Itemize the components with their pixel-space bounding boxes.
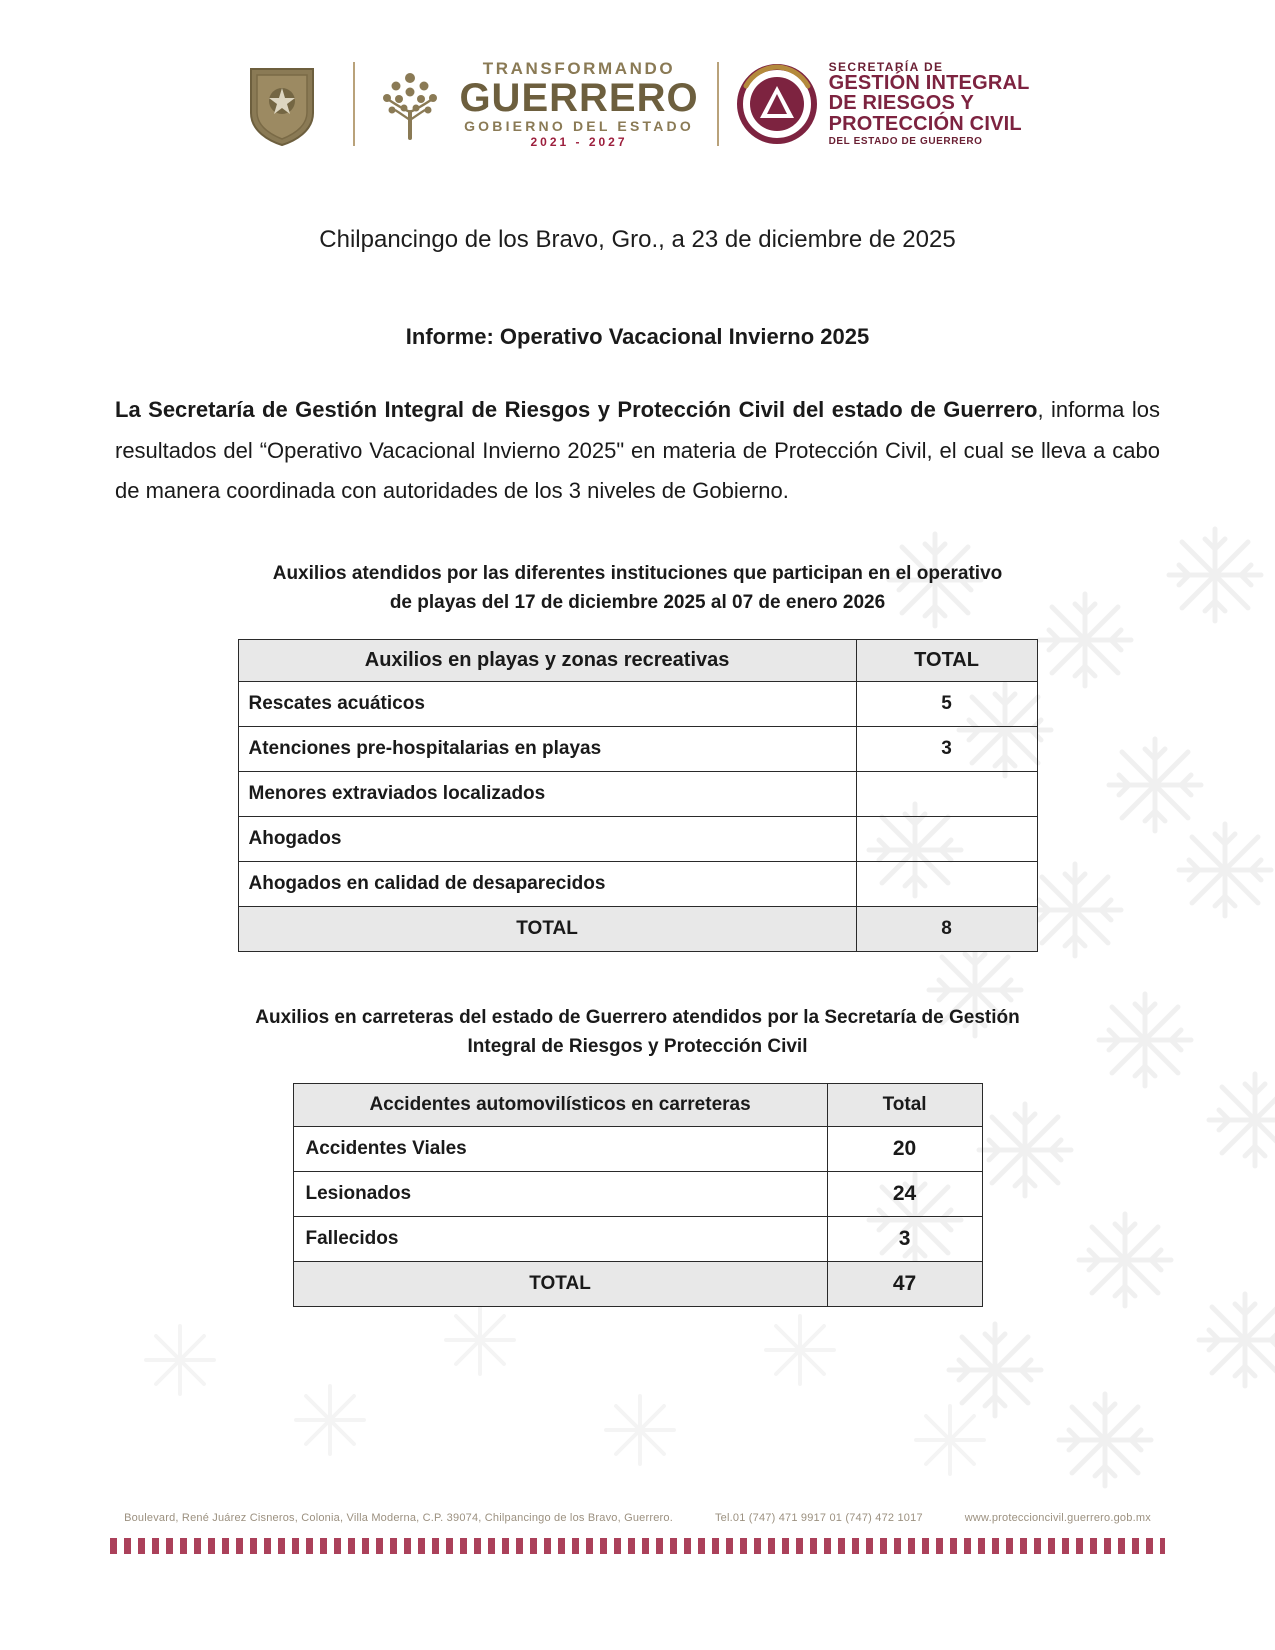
intro-paragraph (115, 390, 1160, 512)
intro-paragraph-bold: La Secretaría de Gestión Integral de Riesgos y Protección Civil del estado de Guerrero (115, 397, 1038, 422)
brand-line-3: GOBIERNO DEL ESTADO (464, 118, 694, 134)
table-row (238, 727, 1037, 772)
footer-website[interactable]: www.proteccioncivil.guerrero.gob.mx (964, 1512, 1151, 1524)
beach-row-2-value (856, 772, 1037, 817)
proteccion-civil-logo (737, 61, 1030, 148)
beach-assistance-table (238, 639, 1038, 952)
table-row (238, 682, 1037, 727)
road-total-value: 47 (827, 1262, 982, 1307)
place-and-date: Chilpancingo de los Bravo, Gro., a 23 de diciembre de 2025 (319, 226, 956, 253)
footer-contact (0, 1512, 1275, 1524)
beach-row-0-label: Rescates acuáticos (238, 682, 856, 727)
section1-caption-line2: de playas del 17 de diciembre 2025 al 07 de enero 2026 (389, 591, 886, 613)
agency-line-1: SECRETARÍA DE (828, 59, 944, 74)
brand-line-4: 2021 - 2027 (530, 135, 628, 149)
intro-paragraph-rest: , informa los resultados del “Operativo Vacacional Invierno 2025" en materia de Protección Civil, el cual se lleva a cabo de manera coordinada con autoridades de los 3 niveles de Gobierno. (115, 397, 1160, 504)
section1-caption (120, 560, 1155, 617)
beach-total-value: 8 (856, 907, 1037, 952)
table-header-row (293, 1084, 982, 1127)
road-row-2-value: 3 (827, 1217, 982, 1262)
brand-line-1: TRANSFORMANDO (482, 59, 676, 78)
road-row-1-value: 24 (827, 1172, 982, 1217)
road-row-0-value: 20 (827, 1127, 982, 1172)
beach-row-1-label: Atenciones pre-hospitalarias en playas (238, 727, 856, 772)
footer-phone: Tel.01 (747) 471 9917 01 (747) 472 1017 (714, 1512, 923, 1524)
document-footer (0, 1512, 1275, 1554)
road-total-row (293, 1262, 982, 1307)
table-header-row (238, 640, 1037, 682)
document-header (0, 0, 1275, 164)
beach-table-header-total: TOTAL (856, 640, 1037, 682)
agency-line-5: DEL ESTADO DE GUERRERO (828, 136, 983, 148)
agency-line-4: PROTECCIÓN CIVIL (828, 112, 1022, 135)
table-row (238, 772, 1037, 817)
beach-total-label: TOTAL (238, 907, 856, 952)
section1-caption-line1: Auxilios atendidos por las diferentes instituciones que participan en el operativo (272, 563, 1003, 585)
beach-row-4-label: Ahogados en calidad de desaparecidos (238, 862, 856, 907)
footer-address: Boulevard, René Juárez Cisneros, Colonia, Villa Moderna, C.P. 39074, Chilpancingo de los Bravo, Guerrero. (124, 1512, 673, 1524)
footer-decorative-rule (110, 1538, 1165, 1554)
beach-table-header-label: Auxilios en playas y zonas recreativas (238, 640, 856, 682)
page-title: Informe: Operativo Vacacional Invierno 2025 (405, 324, 870, 349)
road-table-header-label: Accidentes automovilísticos en carreteras (293, 1084, 827, 1127)
beach-row-3-value (856, 817, 1037, 862)
beach-row-1-value: 3 (856, 727, 1037, 772)
tree-icon (373, 64, 447, 144)
table-row (293, 1127, 982, 1172)
beach-row-3-label: Ahogados (238, 817, 856, 862)
road-row-1-label: Lesionados (293, 1172, 827, 1217)
road-table-header-total: Total (827, 1084, 982, 1127)
highway-accidents-table (293, 1083, 983, 1307)
beach-row-4-value (856, 862, 1037, 907)
civil-protection-icon (737, 64, 817, 144)
brand-line-2: GUERRERO (459, 76, 699, 120)
road-row-0-label: Accidentes Viales (293, 1127, 827, 1172)
agency-line-2: GESTIÓN INTEGRAL (828, 71, 1030, 94)
section2-caption-line1: Auxilios en carreteras del estado de Guerrero atendidos por la Secretaría de Gestión (255, 1007, 1020, 1029)
header-divider-left (353, 62, 355, 146)
beach-row-0-value: 5 (856, 682, 1037, 727)
section2-caption-line2: Integral de Riesgos y Protección Civil (467, 1035, 808, 1057)
agency-line-3: DE RIESGOS Y (828, 92, 974, 115)
transformando-guerrero-logo (373, 60, 698, 148)
table-row (293, 1217, 982, 1262)
guerrero-shield-icon (245, 61, 319, 147)
header-divider-right (717, 62, 719, 146)
beach-row-2-label: Menores extraviados localizados (238, 772, 856, 817)
table-row (238, 862, 1037, 907)
table-row (238, 817, 1037, 862)
road-row-2-label: Fallecidos (293, 1217, 827, 1262)
table-row (293, 1172, 982, 1217)
beach-total-row (238, 907, 1037, 952)
road-total-label: TOTAL (293, 1262, 827, 1307)
section2-caption (120, 1004, 1155, 1061)
